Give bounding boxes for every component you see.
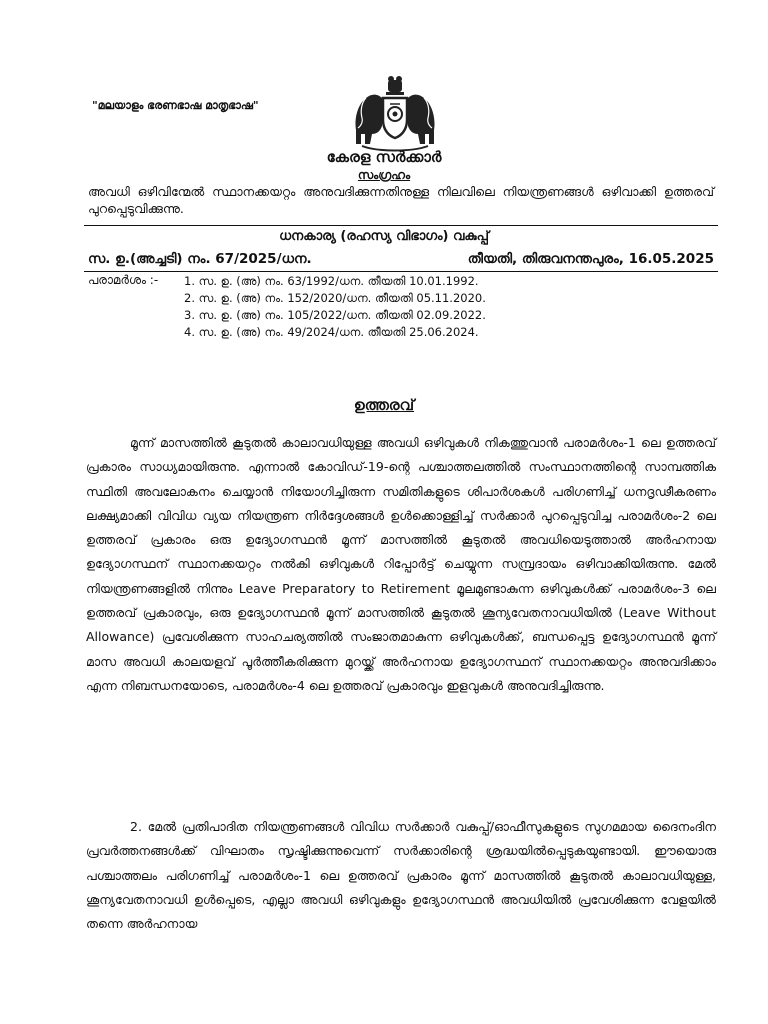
order-paragraph-2: 2. മേൽ പ്രതിപാദിത നിയന്ത്രണങ്ങൾ വിവിധ സർക്കാർ വകുപ്പ്/ഓഫീസുകളുടെ സുഗമമായ ദൈനംദിന പ്രവർത്തനങ്ങൾക്ക് വിഘാതം സൃഷ്ടിക്കുന്നുവെന്ന് സർക്കാരിന്റെ ശ്രദ്ധയിൽപ്പെടുകയുണ്ടായി. ഈയൊരു പശ്ചാത്തലം പരിഗണിച്ച് പരാമർശം-1 ലെ ഉത്തരവ് പ്രകാരം മൂന്ന് മാസത്തിൽ കൂടുതൽ കാലാവധിയുള്ള, ശൂന്യവേതനാവധി ഉൾപ്പെടെ, എല്ലാ അവധി ഒഴിവുകളും ഉദ്യോഗസ്ഥൻ അവധിയിൽ പ്രവേശിക്കുന്ന വേളയിൽ തന്നെ അർഹനായ — [86, 819, 716, 932]
order-subject: അവധി ഒഴിവിന്മേൽ സ്ഥാനക്കയറ്റം അനുവദിക്കുന്നതിനുള്ള നിലവിലെ നിയന്ത്രണങ്ങൾ ഒഴിവാക്കി ഉത്തരവ് പുറപ്പെടുവിക്കുന്നു. — [88, 184, 714, 216]
reference-item: 1. സ. ഉ. (അ) നം. 63/1992/ധന. തീയതി 10.01.1992. — [184, 274, 479, 288]
official-language-motto: "മലയാളം ഭരണഭാഷ മാതൃഭാഷ" — [92, 99, 259, 112]
department-name: ധനകാര്യ (രഹസ്യ വിഭാഗം) വകുപ്പ് — [279, 229, 489, 244]
summary-label: സംഗ്രഹം — [357, 168, 411, 182]
reference-item: 4. സ. ഉ. (അ) നം. 49/2024/ധന. തീയതി 25.06.2024. — [184, 325, 479, 339]
reference-item: 3. സ. ഉ. (അ) നം. 105/2022/ധന. തീയതി 02.09.2022. — [184, 308, 486, 322]
references-list — [184, 273, 486, 341]
order-heading: ഉത്തരവ് — [353, 396, 415, 414]
kerala-emblem — [352, 74, 438, 154]
government-title: കേരള സർക്കാർ — [326, 148, 442, 166]
references-label: പരാമർശം :- — [88, 273, 159, 287]
divider-top — [84, 225, 718, 226]
order-date: തീയതി, തിരുവനന്തപുരം, 16.05.2025 — [467, 251, 714, 267]
reference-item: 2. സ. ഉ. (അ) നം. 152/2020/ധന. തീയതി 05.11.2020. — [184, 291, 486, 305]
order-number: സ. ഉ.(അച്ചടി) നം. 67/2025/ധന. — [88, 251, 312, 267]
divider-bottom — [84, 271, 718, 272]
order-paragraph-1: മൂന്ന് മാസത്തിൽ കൂടുതൽ കാലാവധിയുള്ള അവധി ഒഴിവുകൾ നികത്തുവാൻ പരാമർശം-1 ലെ ഉത്തരവ് പ്രകാരം സാധ്യമായിരുന്നു. എന്നാൽ കോവിഡ്-19-ന്റെ പശ്ചാത്തലത്തിൽ സംസ്ഥാനത്തിന്റെ സാമ്പത്തിക സ്ഥിതി അവലോകനം ചെയ്യാൻ നിയോഗിച്ചിരുന്ന സമിതികളുടെ ശിപാർശകൾ പരിഗണിച്ച് ധനദൃഢീകരണം ലക്ഷ്യമാക്കി വിവിധ വ്യയ നിയന്ത്രണ നിർദ്ദേശങ്ങൾ ഉൾക്കൊള്ളിച്ച് സർക്കാർ പുറപ്പെടുവിച്ച പരാമർശം-2 ലെ ഉത്തരവ് പ്രകാരം ഒരു ഉദ്യോഗസ്ഥൻ മൂന്ന് മാസത്തിൽ കൂടുതൽ അവധിയെടുത്താൽ അർഹനായ ഉദ്യോഗസ്ഥന് സ്ഥാനക്കയറ്റം നൽകി ഒഴിവുകൾ റിപ്പോർട്ട് ചെയ്യുന്ന സമ്പ്രദായം ഒഴിവാക്കിയിരുന്നു. മേൽ നിയന്ത്രണങ്ങളിൽ നിന്നും Leave Preparatory to Retirement മൂലമുണ്ടാകുന്ന ഒഴിവുകൾക്ക് പരാമർശം-3 ലെ ഉത്തരവ് പ്രകാരവും, ഒരു ഉദ്യോഗസ്ഥൻ മൂന്ന് മാസത്തിൽ കൂടുതൽ ശൂന്യവേതനാവധിയിൽ (Leave Without Allowance) പ്രവേശിക്കുന്ന സാഹചര്യത്തിൽ സംജാതമാകുന്ന ഒഴിവുകൾക്ക്, ബന്ധപ്പെട്ട ഉദ്യോഗസ്ഥൻ മൂന്ന് മാസ അവധി കാലയളവ് പൂർത്തീകരിക്കുന്ന മുറയ്ക്ക് അർഹനായ ഉദ്യോഗസ്ഥന് സ്ഥാനക്കയറ്റം അനുവദിക്കാം എന്ന നിബന്ധനയോടെ, പരാമർശം-4 ലെ ഉത്തരവ് പ്രകാരവും ഇളവുകൾ അനുവദിച്ചിരുന്നു. — [86, 435, 716, 693]
